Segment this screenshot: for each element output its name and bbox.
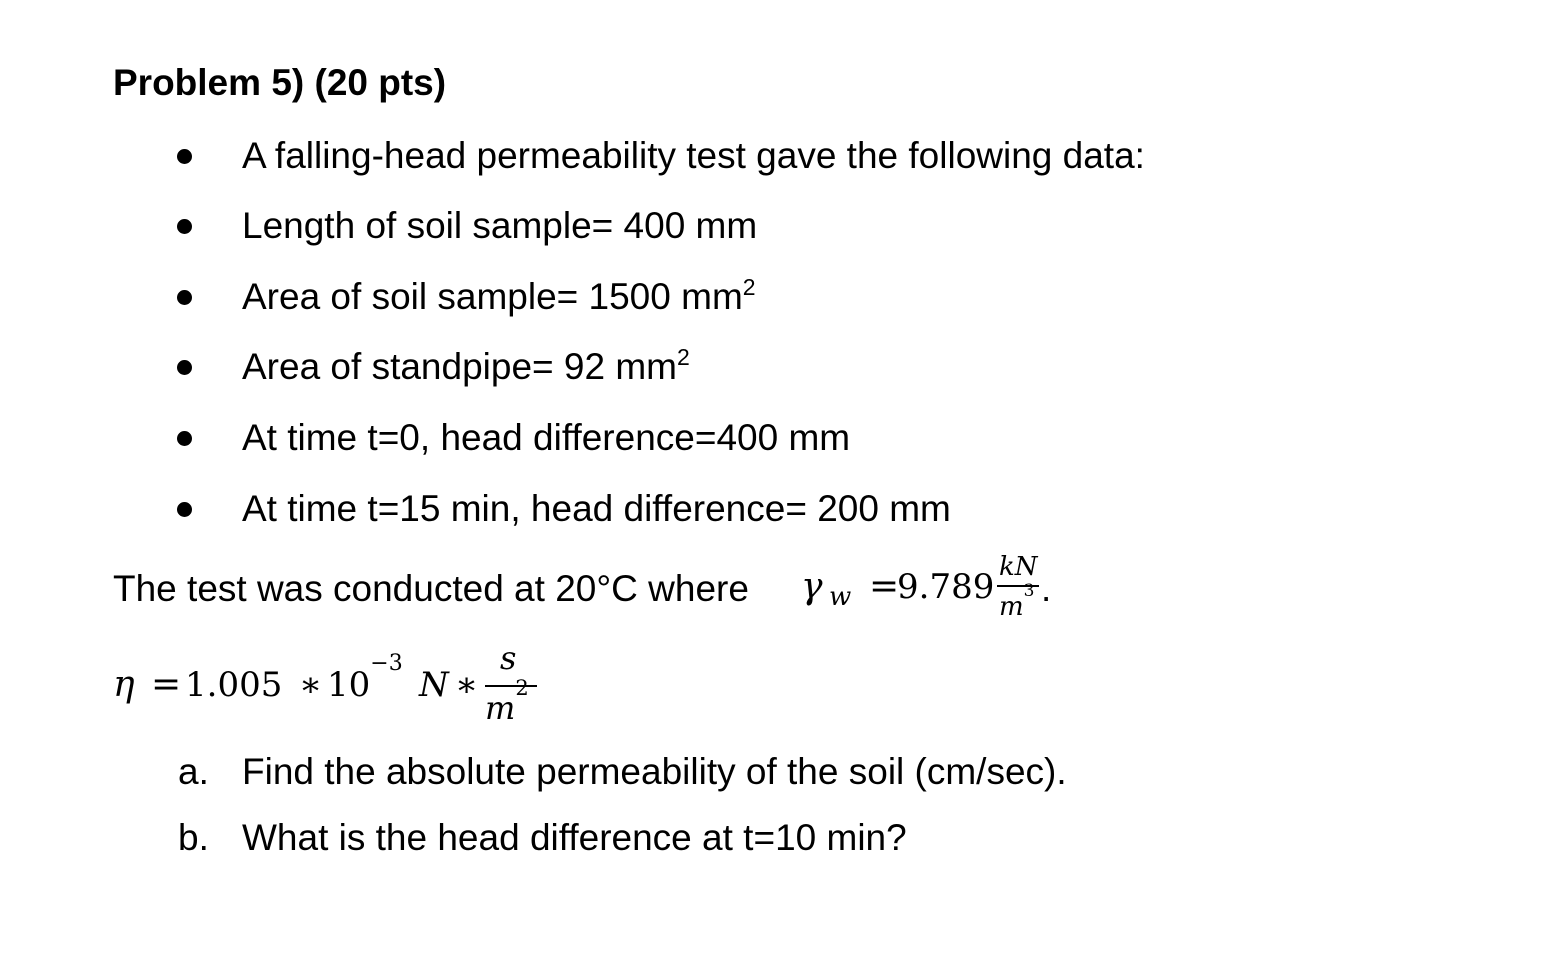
question-text: Find the absolute permeability of the soil (cm/sec). [242,751,1067,792]
question-item [0,749,1546,795]
eta-symbol: η [113,664,135,705]
fraction-denominator: $m^2$ [485,676,529,727]
bullet-text: Area of soil sample= 1500 $mm^2$ [242,274,756,317]
bullet-text: At time t=0, head difference=400 mm [242,417,851,458]
bullet-dot-icon [177,360,192,375]
equals-sign: = [151,664,182,705]
bullet-dot-icon [177,219,192,234]
bullet-dot-icon [177,502,192,517]
sentence-period: . [1041,568,1052,609]
multiply-star: ∗ [299,665,323,705]
gamma-symbol: γ [801,566,823,607]
gamma-value: 9.789 [897,567,995,607]
fraction-bar [485,685,537,687]
question-item [0,815,1546,861]
problem-title: Problem 5) (20 pts) [113,62,447,103]
bullet-dot-icon [177,149,192,164]
bullet-text: A falling-head permeability test gave the following data: [242,135,1145,176]
bullet-text: Area of standpipe= 92 $mm^2$ [242,344,690,387]
unit-numerator: kN [999,552,1038,582]
bullet-item [0,203,1546,249]
question-letter: b. [178,817,209,858]
superscript-exponent: 2 [742,274,756,300]
equals-sign: = [869,566,900,607]
question-letter: a. [178,751,209,792]
viscosity-equation [113,640,713,736]
bullet-text: Length of soil sample= 400 mm [242,205,758,246]
gamma-subscript: w [829,582,852,612]
question-text: What is the head difference at t=10 min? [242,817,907,858]
bullet-text: At time t=15 min, head difference= 200 mm [242,488,951,529]
bullet-item [0,133,1546,179]
bullet-dot-icon [177,290,192,305]
fraction-numerator: s [500,639,517,677]
bullet-item [0,344,1546,390]
multiply-star: ∗ [455,665,479,705]
superscript-exponent: 2 [677,344,690,370]
bullet-item [0,486,1546,532]
viscosity-coefficient: 1.005 [185,665,283,705]
bullet-item [0,415,1546,461]
bullet-dot-icon [177,431,192,446]
unit-newton: N [419,665,449,705]
unit-denominator: $m^3$ [999,581,1035,622]
power-of-ten: $10^{-3}$ [327,650,403,705]
condition-text: The test was conducted at 20°C where [113,568,749,609]
bullet-item [0,274,1546,320]
